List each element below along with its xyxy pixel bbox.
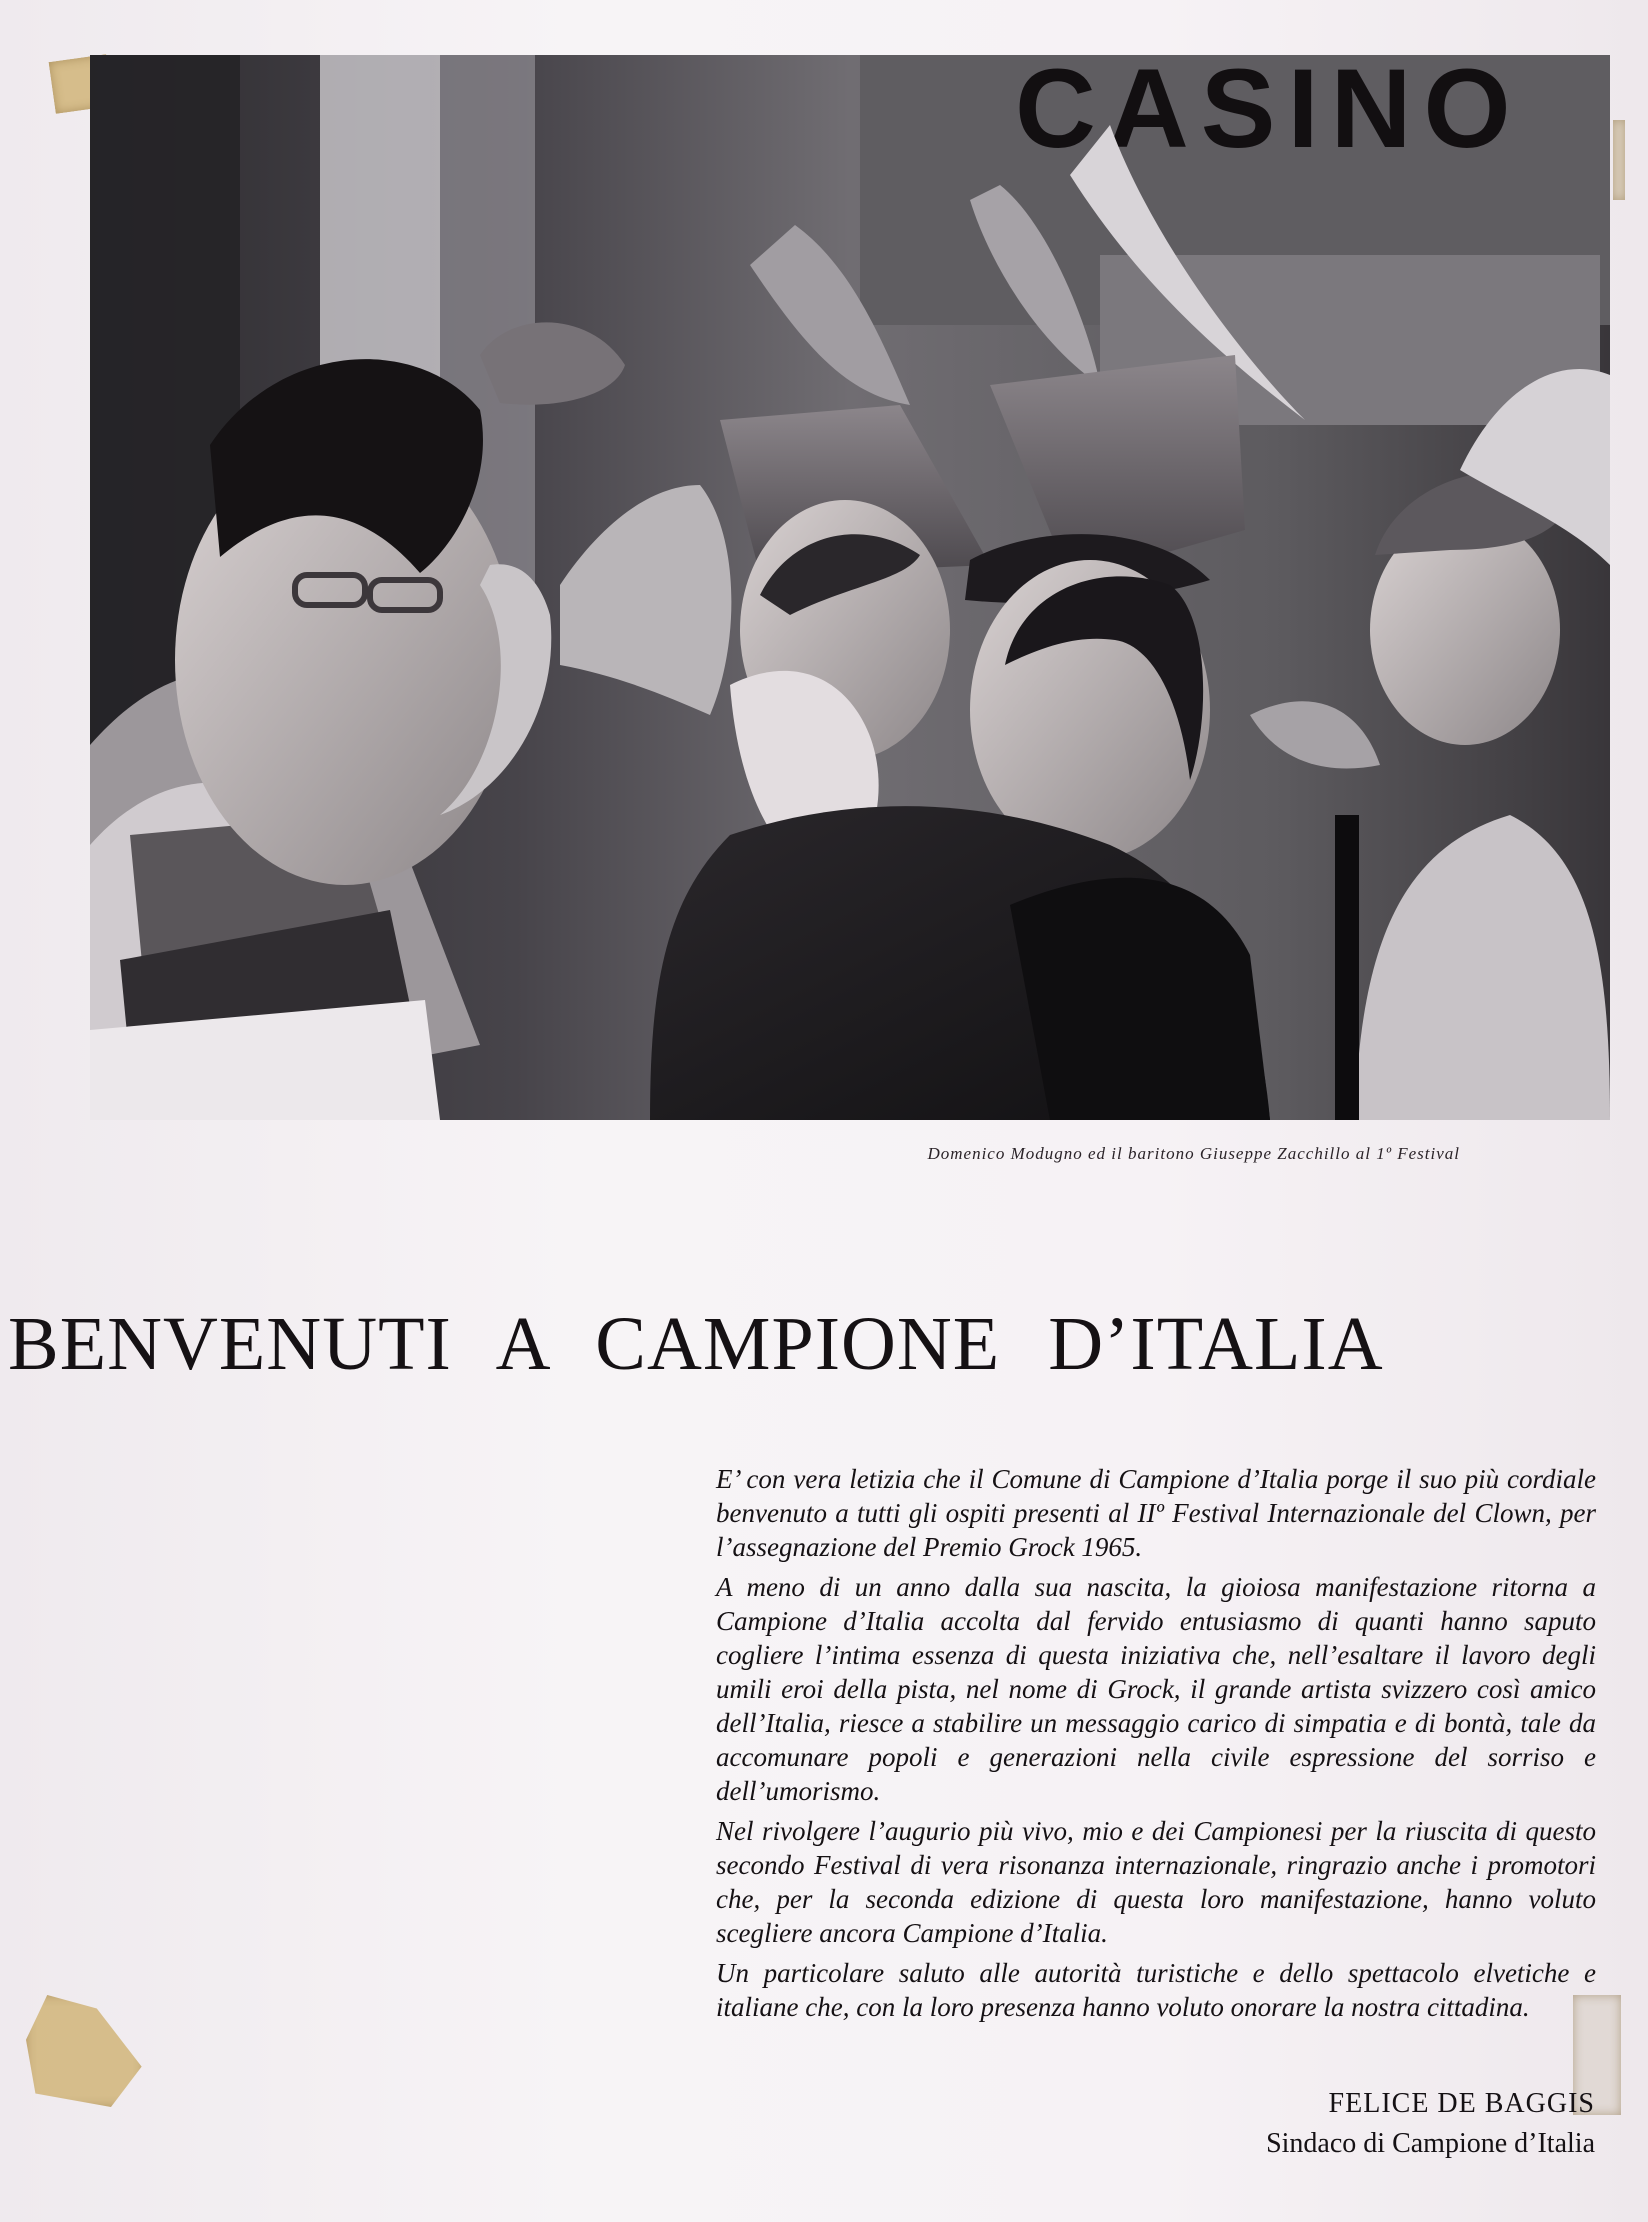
tape-mark-bottom-left xyxy=(26,1995,144,2107)
article-paragraph-4: Un particolare saluto alle autorità turistiche e dello spettacolo elvetiche e italiane che, con la loro presenza hanno voluto onorare la nostra cittadina. xyxy=(716,1958,1596,2022)
article-paragraph-2: A meno di un anno dalla sua nascita, la gioiosa manifestazione ritorna a Campione d’Italia accolta dal fervido entusiasmo di quanti hanno saputo cogliere l’intima essenza di questa iniziativa che, nell’esaltare il lavoro degli umili eroi della pista, nel nome di Grock, il grande artista svizzero così amico dell’Italia, riesce a stabilire un messaggio carico di simpatia e di bontà, tale da accomunare popoli e generazioni nella civile espressione del sorriso e dell’umorismo. xyxy=(716,1572,1596,1806)
signature-block xyxy=(1185,2084,1595,2164)
article-paragraph-3: Nel rivolgere l’augurio più vivo, mio e dei Campionesi per la riuscita di questo secondo Festival di vera risonanza internazionale, ringrazio anche i promotori che, per la seconda edizione di questa loro manifestazione, hanno voluto scegliere ancora Campione d’Italia. xyxy=(716,1816,1596,1948)
festival-photo xyxy=(90,55,1610,1120)
signature-name: FELICE DE BAGGIS xyxy=(1328,2088,1595,2119)
tape-mark-right-upper xyxy=(1613,120,1625,200)
welcome-article xyxy=(716,1462,1596,2030)
festival-photo-illustration xyxy=(90,55,1610,1120)
headline: BENVENUTI A CAMPIONE D’ITALIA xyxy=(8,1301,1384,1386)
casino-sign-text: CASINO xyxy=(1015,55,1523,171)
photo-caption: Domenico Modugno ed il baritono Giuseppe Zacchillo al 1º Festival xyxy=(927,1144,1460,1163)
signature-title: Sindaco di Campione d’Italia xyxy=(1266,2128,1595,2159)
article-paragraph-1: E’ con vera letizia che il Comune di Campione d’Italia porge il suo più cordiale benvenuto a tutti gli ospiti presenti al IIº Festival Internazionale del Clown, per l’assegnazione del Premio Grock 1965. xyxy=(716,1464,1596,1562)
